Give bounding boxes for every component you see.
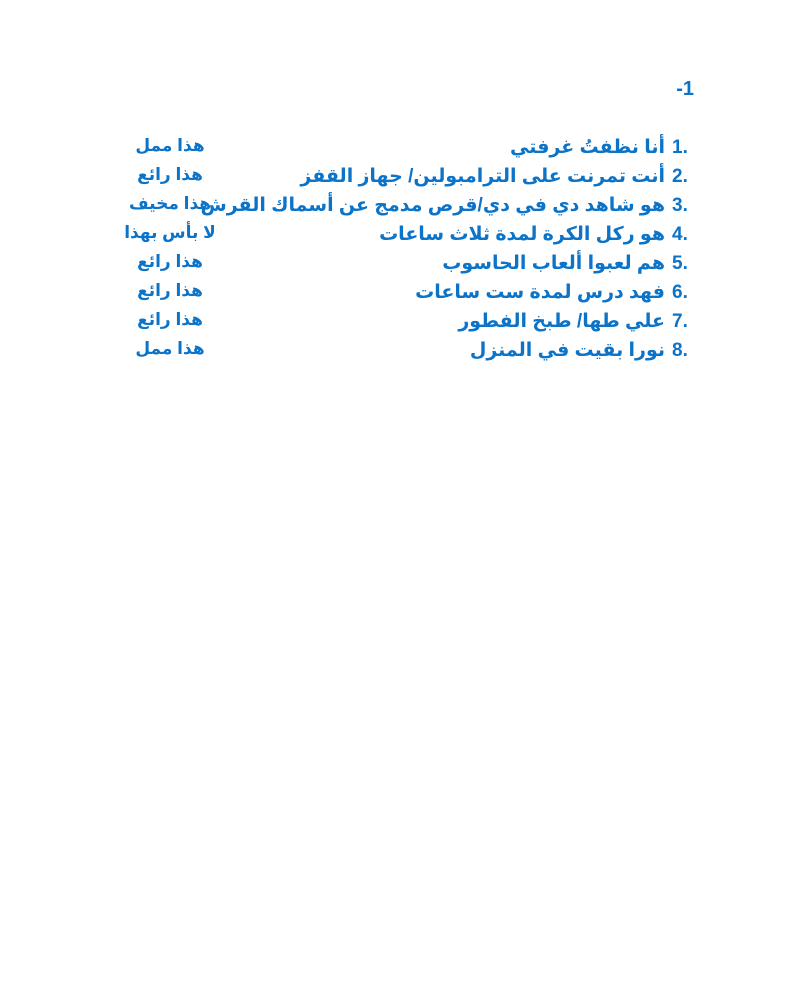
comment-item: هذا رائع [137, 165, 203, 184]
list-item [224, 281, 694, 310]
item-number: 6. [672, 282, 688, 303]
comment-item: لا بأس بهذا [124, 223, 216, 242]
comment-item: هذا مخيف [128, 194, 212, 213]
sentence-list [200, 136, 694, 368]
list-item [224, 165, 694, 194]
item-number: 1. [672, 137, 688, 158]
item-number: 5. [672, 253, 688, 274]
list-item [224, 252, 694, 281]
item-number: 4. [672, 224, 688, 245]
list-item [224, 223, 694, 252]
comment-item: هذا رائع [137, 281, 203, 300]
list-item [224, 136, 694, 165]
sentence-text: فهد درس لمدة ست ساعات [415, 282, 665, 303]
comment-item: هذا ممل [135, 339, 205, 358]
comment-item: هذا ممل [135, 136, 205, 155]
list-item [200, 194, 694, 223]
list-item [224, 310, 694, 339]
item-number: 7. [672, 311, 688, 332]
comment-item: هذا رائع [137, 252, 203, 271]
sentence-text: هو ركل الكرة لمدة ثلاث ساعات [379, 224, 665, 245]
exercise-heading: -1 [676, 78, 694, 100]
sentence-text: أنا نظفتُ غرفتي [510, 137, 665, 158]
item-number: 3. [672, 195, 688, 216]
sentence-text: هم لعبوا ألعاب الحاسوب [442, 253, 665, 274]
comment-item: هذا رائع [137, 310, 203, 329]
sentence-text: علي طها/ طبخ الفطور [458, 311, 665, 332]
item-number: 2. [672, 166, 688, 187]
sentence-text: نورا بقيت في المنزل [469, 340, 665, 361]
comment-list [110, 136, 230, 368]
sentence-text: أنت تمرنت على الترامبولين/ جهاز القفز [300, 166, 665, 187]
sentence-text: هو شاهد دي في دي/قرص مدمج عن أسماك القرش [200, 195, 665, 216]
list-item [224, 339, 694, 368]
item-number: 8. [672, 340, 688, 361]
